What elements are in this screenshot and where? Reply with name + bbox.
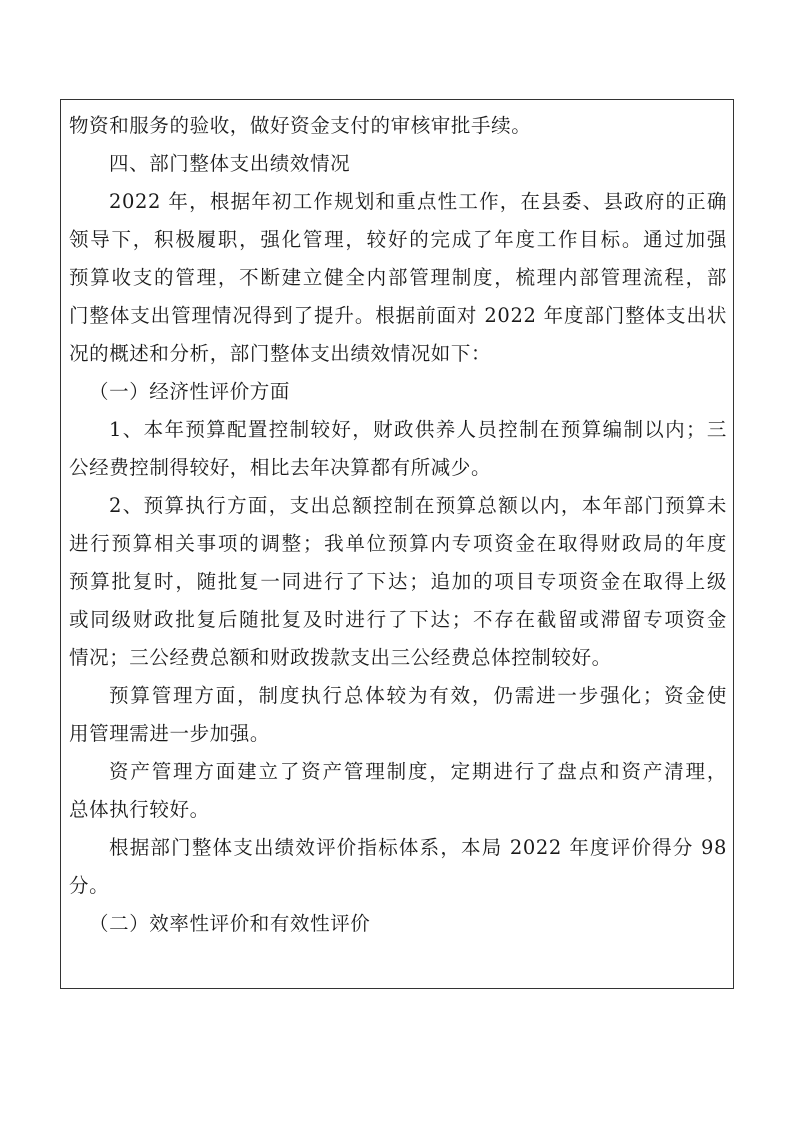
text-line: 预算收支的管理，不断建立健全内部管理制度，梳理内部管理流程，部 — [69, 266, 727, 289]
text-line: 用管理需进一步加强。 — [69, 722, 271, 745]
text-line: 或同级财政批复后随批复及时进行了下达；不存在截留或滞留专项资金 — [69, 608, 727, 631]
text-line: 总体执行较好。 — [69, 798, 210, 821]
text-line: 物资和服务的验收，做好资金支付的审核审批手续。 — [69, 114, 532, 137]
text-line: 资产管理方面建立了资产管理制度，定期进行了盘点和资产清理， — [109, 760, 727, 783]
subsection-heading: （二）效率性评价和有效性评价 — [89, 912, 371, 935]
subsection-heading: （一）经济性评价方面 — [89, 380, 291, 403]
text-line: 根据部门整体支出绩效评价指标体系，本局 2022 年度评价得分 98 — [109, 836, 727, 859]
text-line: 况的概述和分析，部门整体支出绩效情况如下： — [69, 342, 492, 365]
text-line: 2、预算执行方面，支出总额控制在预算总额以内，本年部门预算未 — [109, 494, 727, 517]
text-line: 情况；三公经费总额和财政拨款支出三公经费总体控制较好。 — [69, 646, 612, 669]
text-line: 领导下，积极履职，强化管理，较好的完成了年度工作目标。通过加强 — [69, 228, 727, 251]
text-line: 分。 — [69, 874, 110, 897]
section-heading: 四、部门整体支出绩效情况 — [109, 152, 351, 175]
text-line: 2022 年，根据年初工作规划和重点性工作，在县委、县政府的正确 — [109, 190, 727, 213]
text-line: 门整体支出管理情况得到了提升。根据前面对 2022 年度部门整体支出状 — [69, 304, 727, 327]
text-line: 预算批复时，随批复一同进行了下达；追加的项目专项资金在取得上级 — [69, 570, 727, 593]
text-line: 1、本年预算配置控制较好，财政供养人员控制在预算编制以内；三 — [109, 418, 727, 441]
text-line: 预算管理方面，制度执行总体较为有效，仍需进一步强化；资金使 — [109, 684, 727, 707]
text-line: 公经费控制得较好，相比去年决算都有所减少。 — [69, 456, 492, 479]
text-frame — [60, 99, 734, 989]
text-line: 进行预算相关事项的调整；我单位预算内专项资金在取得财政局的年度 — [69, 532, 727, 555]
